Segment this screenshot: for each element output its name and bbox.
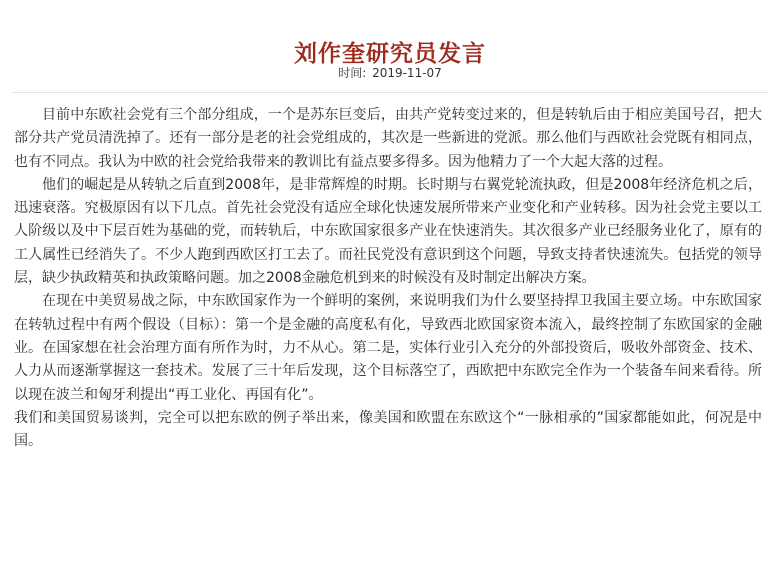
title-divider [12,92,768,93]
article-body [14,104,762,453]
time-label: 时间: [338,66,367,80]
article-title: 刘作奎研究员发言 [294,41,486,68]
article-meta [0,64,780,82]
paragraph-2: 他们的崛起是从转轨之后直到2008年，是非常辉煌的时期。长时期与右翼党轮流执政，但是2008年经济危机之后，迅速衰落。究极原因有以下几点。首先社会党没有适应全球化快速发展所带来产业变化和产业转移。因为社会党主要以工人阶级以及中下层百姓为基础的党，而转轨后，中东欧国家很多产业在快速消失。其次很多产业已经服务业化了，原有的工人属性已经消失了。不少人跑到西欧区打工去了。而社民党没有意识到这个问题，导致支持者快速流失。包括党的领导层，缺少执政精英和执政策略问题。加之2008金融危机到来的时候没有及时制定出解决方案。 [14,176,762,287]
paragraph-1: 目前中东欧社会党有三个部分组成，一个是苏东巨变后，由共产党转变过来的，但是转轨后由于相应美国号召，把大部分共产党员清洗掉了。还有一部分是老的社会党组成的，其次是一些新进的党派。那么他们与西欧社会党既有相同点，也有不同点。我认为中欧的社会党给我带来的教训比有益点要多得多。因为他精力了一个大起大落的过程。 [14,107,762,170]
paragraph-3: 在现在中美贸易战之际，中东欧国家作为一个鲜明的案例，来说明我们为什么要坚持捍卫我国主要立场。中东欧国家在转轨过程中有两个假设（目标）：第一个是金融的高度私有化，导致西北欧国家资本流入，最终控制了东欧国家的金融业。在国家想在社会治理方面有所作为时，力不从心。第二是，实体行业引入充分的外部投资后，吸收外部资金、技术、人力从而逐渐掌握这一套技术。发展了三十年后发现，这个目标落空了，西欧把中东欧完全作为一个装备车间来看待。所以现在波兰和匈牙利提出“再工业化、再国有化”。 [14,293,762,403]
paragraph-4: 我们和美国贸易谈判，完全可以把东欧的例子举出来，像美国和欧盟在东欧这个“一脉相承的”国家都能如此，何况是中国。 [14,409,762,450]
publish-date: 2019-11-07 [372,66,442,80]
